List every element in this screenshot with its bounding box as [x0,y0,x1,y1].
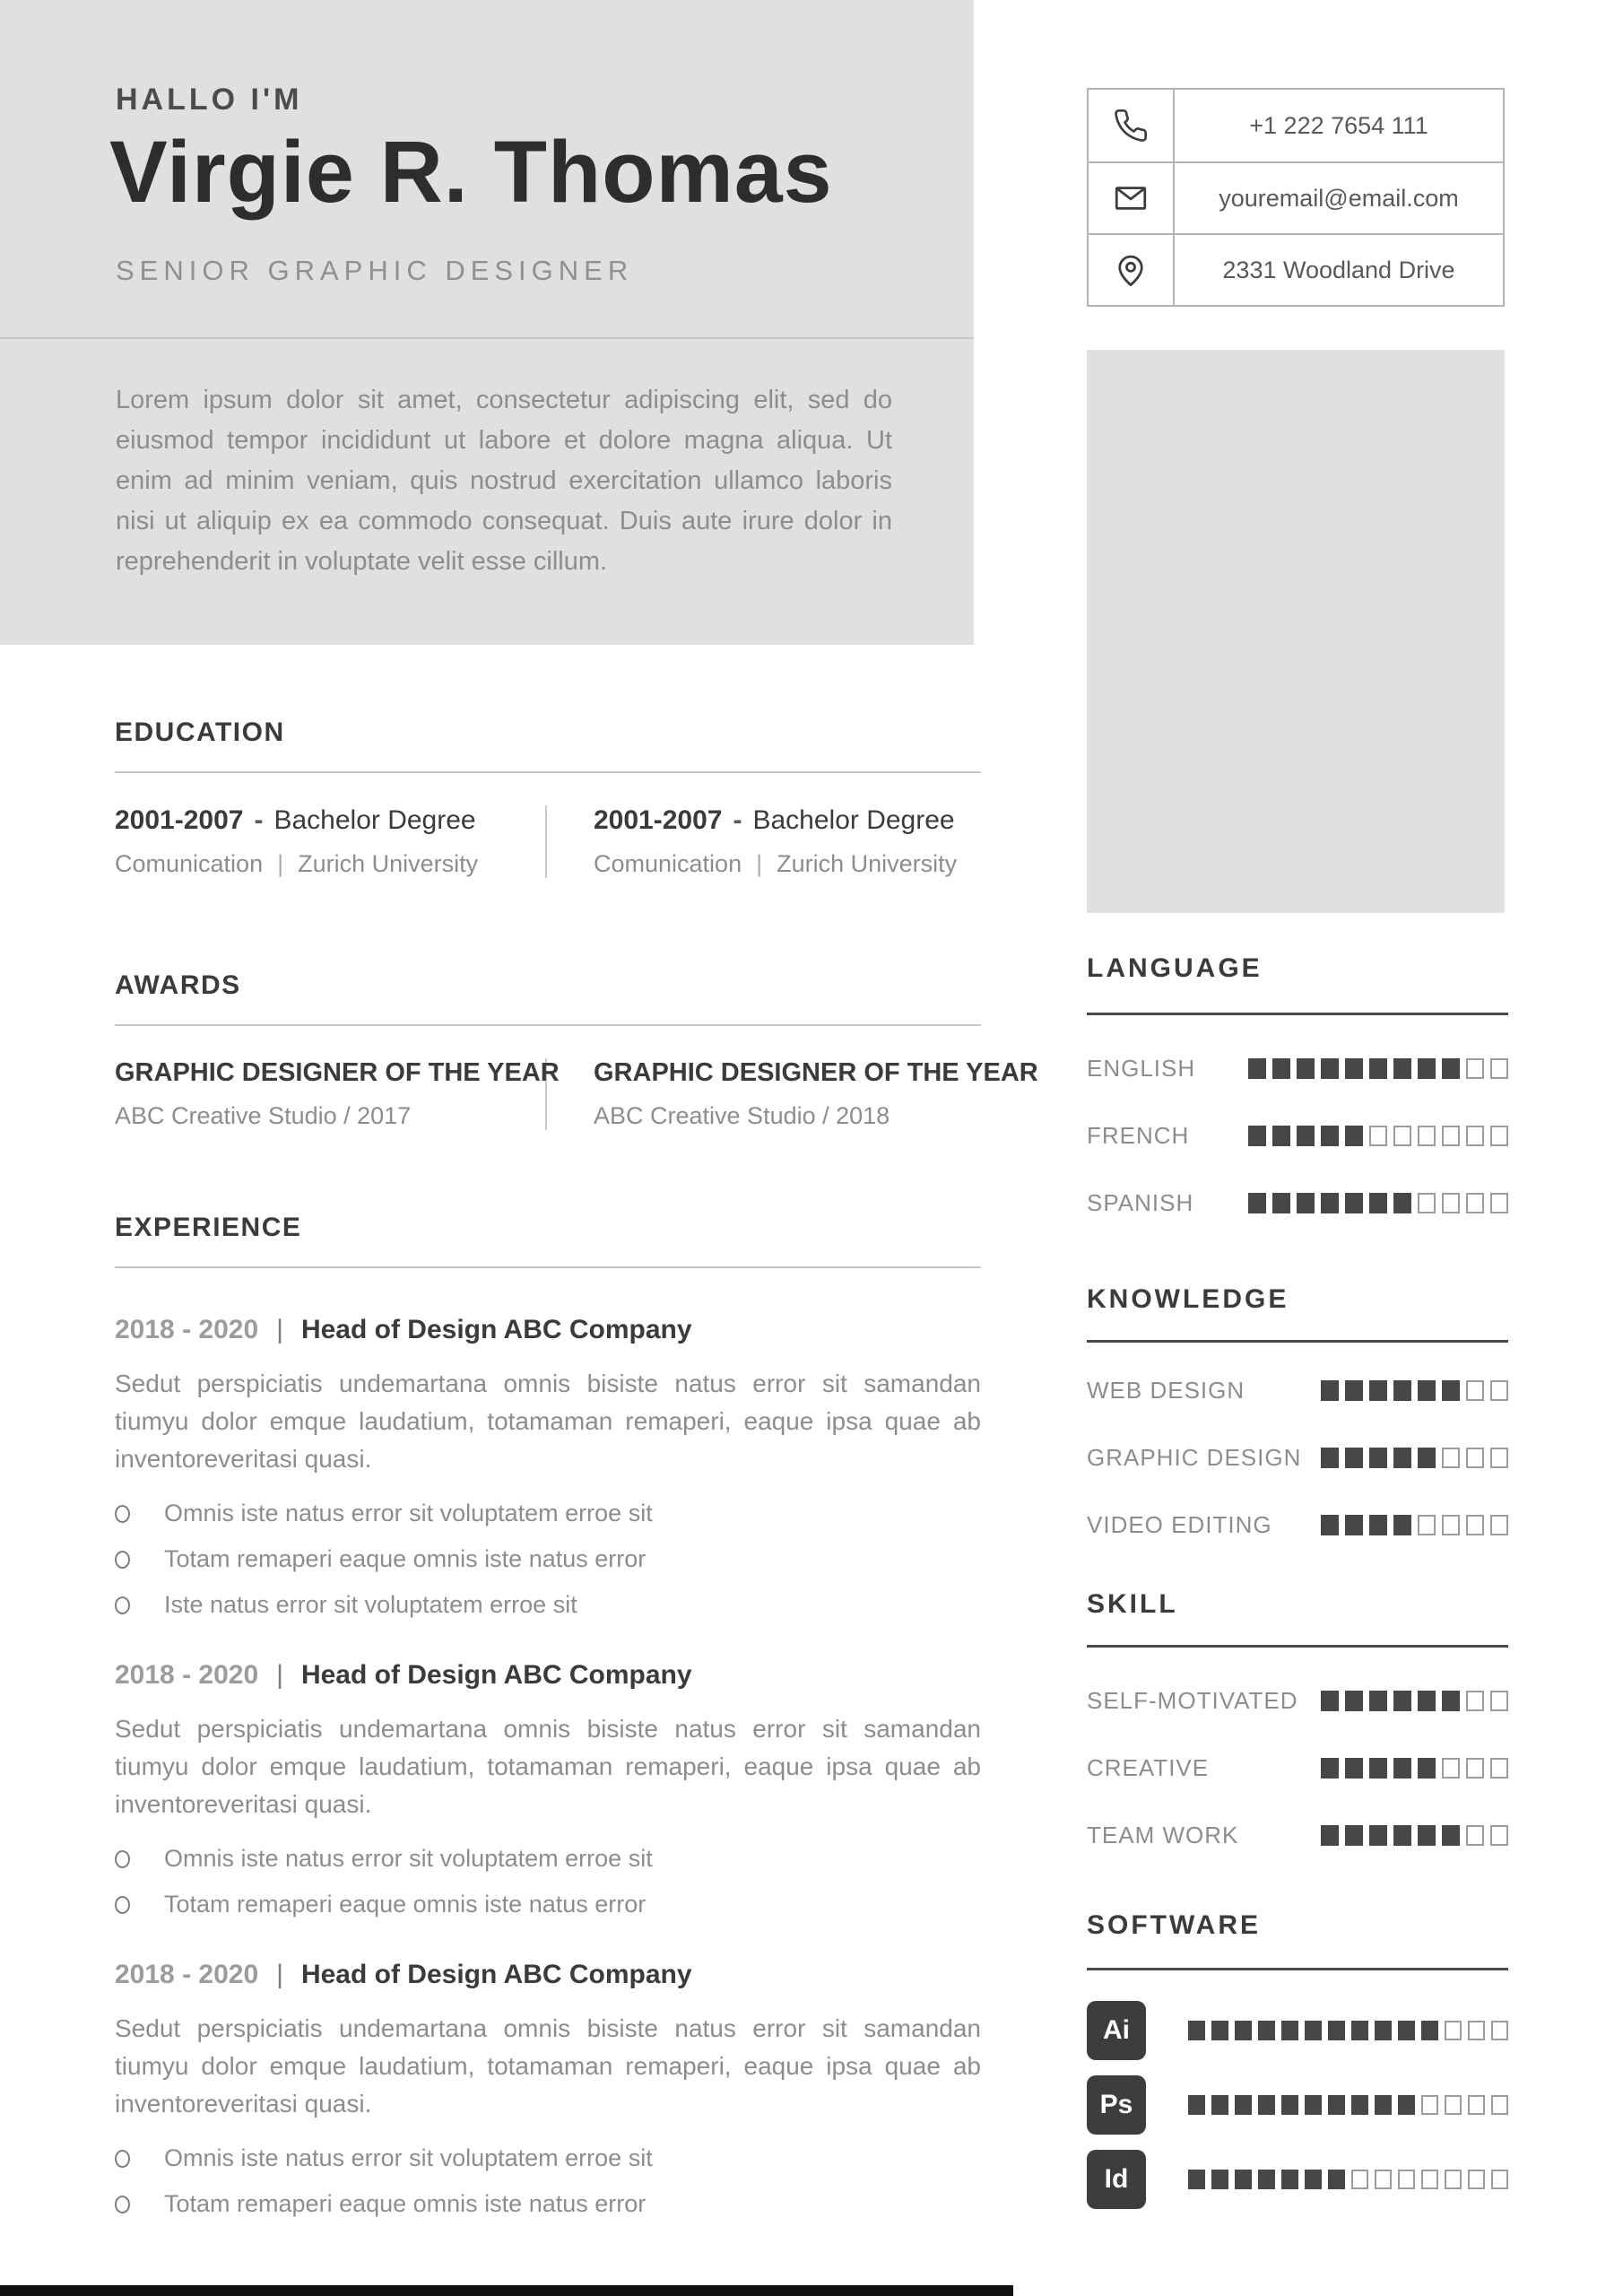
filled-square [1248,1058,1266,1079]
experience-period: 2018 - 2020 [115,1660,259,1690]
skill-divider [1087,1645,1508,1648]
filled-square [1272,1126,1290,1146]
filled-square [1281,2170,1298,2189]
rating-squares [1248,1193,1508,1213]
filled-square [1321,1193,1339,1213]
address-value: 2331 Woodland Drive [1222,256,1455,283]
filled-square [1248,1193,1266,1213]
filled-square [1351,2021,1368,2040]
filled-square [1393,1515,1411,1535]
filled-square [1418,1825,1436,1846]
empty-square [1490,1691,1508,1711]
experience-bullets [115,2144,981,2218]
award-title: GRAPHIC DESIGNER OF THE YEAR [115,1058,560,1087]
filled-square [1369,1758,1387,1779]
section-awards [115,970,1038,1130]
contact-card [1087,88,1505,307]
section-knowledge [1087,1284,1508,1539]
filled-square [1248,1126,1266,1146]
empty-square [1393,1126,1411,1146]
filled-square [1258,2170,1275,2189]
education-heading: EDUCATION [115,718,285,747]
language-row [1087,1122,1508,1150]
empty-square [1398,2170,1415,2189]
filled-square [1321,1691,1339,1711]
empty-square [1369,1126,1387,1146]
skill-row [1087,1754,1508,1782]
filled-square [1281,2095,1298,2115]
empty-square [1418,1193,1436,1213]
filled-square [1345,1380,1363,1401]
section-experience [115,1213,981,2218]
filled-square [1328,2095,1345,2115]
empty-square [1466,1193,1484,1213]
filled-square [1345,1758,1363,1779]
language-divider [1087,1013,1508,1015]
education-school: Zurich University [777,850,958,877]
footer-bar [0,2285,1013,2296]
rating-squares [1188,2021,1508,2040]
skill-label: CREATIVE [1087,1754,1210,1781]
filled-square [1297,1126,1315,1146]
language-label: FRENCH [1087,1122,1190,1149]
experience-title-line [115,1660,981,1691]
pipe-separator: | [276,1960,283,1989]
education-field: Comunication [115,850,264,877]
bullet-item [115,1891,981,1918]
knowledge-label: VIDEO EDITING [1087,1511,1272,1538]
experience-summary: Sedut perspiciatis undemartana omnis bisiste natus error sit samandan tiumyu dolor emque laudatium, totamaman remaperi, eaque ipsa quae ab inventoreveritasi quasi. [115,2014,981,2118]
education-field: Comunication [594,850,742,877]
filled-square [1321,1380,1339,1401]
photoshop-badge-icon: Ps [1087,2075,1146,2135]
filled-square [1418,1058,1436,1079]
empty-square [1490,1058,1508,1079]
section-skill [1087,1589,1508,1849]
filled-square [1211,2021,1228,2040]
person-name: Virgie R. Thomas [109,123,833,221]
filled-square [1297,1193,1315,1213]
filled-square [1442,1825,1460,1846]
education-school-line [594,850,981,878]
filled-square [1305,2021,1322,2040]
filled-square [1235,2170,1252,2189]
experience-bullets [115,1500,981,1619]
education-entries [115,805,981,878]
circle-bullet-icon [115,1896,130,1914]
filled-square [1369,1691,1387,1711]
bullet-text: Omnis iste natus error sit voluptatem erroe sit [164,1845,653,1872]
software-heading: SOFTWARE [1087,1910,1261,1940]
empty-square [1468,2095,1485,2115]
filled-square [1375,2095,1392,2115]
software-row [1087,2001,1508,2060]
empty-square [1442,1515,1460,1535]
experience-divider [115,1266,981,1268]
rating-squares [1321,1380,1508,1401]
filled-square [1305,2095,1322,2115]
knowledge-label: GRAPHIC DESIGN [1087,1444,1302,1471]
bullet-text: Totam remaperi eaque omnis iste natus error [164,1891,647,1918]
empty-square [1491,2021,1508,2040]
circle-bullet-icon [115,1551,130,1569]
empty-square [1491,2170,1508,2189]
rating-squares [1321,1448,1508,1468]
email-icon [1089,163,1175,233]
empty-square [1491,2095,1508,2115]
filled-square [1393,1448,1411,1468]
empty-square [1466,1515,1484,1535]
empty-square [1466,1758,1484,1779]
filled-square [1258,2021,1275,2040]
empty-square [1421,2095,1438,2115]
filled-square [1305,2170,1322,2189]
pipe-separator: | [276,1315,283,1344]
empty-square [1490,1193,1508,1213]
section-education [115,718,981,878]
contact-row-email [1089,161,1503,233]
pipe-separator: | [276,1660,283,1690]
rating-squares [1321,1515,1508,1535]
filled-square [1442,1380,1460,1401]
education-degree-line [594,805,981,836]
filled-square [1345,1691,1363,1711]
experience-bullets [115,1845,981,1918]
education-school-line [115,850,509,878]
filled-square [1369,1448,1387,1468]
education-degree: Bachelor Degree [273,805,476,835]
bullet-item [115,2190,981,2218]
education-degree-line [115,805,509,836]
empty-square [1351,2170,1368,2189]
header-block [0,0,974,645]
rating-squares [1188,2170,1508,2189]
empty-square [1442,1448,1460,1468]
filled-square [1418,1691,1436,1711]
experience-entry [115,1315,981,1619]
filled-square [1351,2095,1368,2115]
filled-square [1393,1825,1411,1846]
language-row [1087,1055,1508,1083]
skill-row [1087,1687,1508,1715]
experience-title-line [115,1315,981,1345]
phone-icon [1089,90,1175,161]
empty-square [1466,1380,1484,1401]
filled-square [1321,1758,1339,1779]
filled-square [1321,1515,1339,1535]
experience-title-line [115,1960,981,1990]
filled-square [1393,1691,1411,1711]
bullet-text: Iste natus error sit voluptatem erroe sit [164,1591,577,1618]
software-row [1087,2075,1508,2135]
empty-square [1421,2170,1438,2189]
language-row [1087,1189,1508,1217]
location-icon [1089,235,1175,305]
knowledge-row [1087,1377,1508,1405]
empty-square [1490,1515,1508,1535]
empty-square [1466,1126,1484,1146]
education-entry [115,805,547,878]
knowledge-row [1087,1511,1508,1539]
empty-square [1418,1515,1436,1535]
bullet-item [115,1500,981,1527]
circle-bullet-icon [115,1596,130,1614]
filled-square [1188,2021,1205,2040]
pipe-separator: | [756,850,763,877]
award-org: ABC Creative Studio / 2018 [594,1102,890,1129]
filled-square [1258,2095,1275,2115]
empty-square [1445,2095,1462,2115]
filled-square [1321,1448,1339,1468]
rating-squares [1321,1825,1508,1846]
empty-square [1418,1126,1436,1146]
dash-separator: - [254,805,264,835]
empty-square [1466,1691,1484,1711]
empty-square [1442,1193,1460,1213]
section-language [1087,953,1508,1217]
filled-square [1211,2170,1228,2189]
filled-square [1272,1058,1290,1079]
empty-square [1490,1448,1508,1468]
filled-square [1393,1758,1411,1779]
experience-period: 2018 - 2020 [115,1960,259,1989]
skill-row [1087,1822,1508,1849]
empty-square [1490,1825,1508,1846]
filled-square [1345,1515,1363,1535]
bullet-text: Omnis iste natus error sit voluptatem erroe sit [164,2144,653,2171]
filled-square [1393,1058,1411,1079]
language-label: ENGLISH [1087,1055,1196,1082]
header-divider [0,337,974,339]
experience-role: Head of Design ABC Company [300,1315,692,1344]
filled-square [1442,1691,1460,1711]
experience-heading: EXPERIENCE [115,1213,302,1242]
experience-entry [115,1660,981,1918]
filled-square [1398,2021,1415,2040]
language-heading: LANGUAGE [1087,953,1263,983]
filled-square [1393,1380,1411,1401]
filled-square [1345,1193,1363,1213]
education-degree: Bachelor Degree [752,805,955,835]
filled-square [1369,1058,1387,1079]
award-org: ABC Creative Studio / 2017 [115,1102,412,1129]
filled-square [1328,2170,1345,2189]
intro-paragraph: Lorem ipsum dolor sit amet, consectetur adipiscing elit, sed do eiusmod tempor incididunt ut labore et dolore magna aliqua. Ut enim ad minim veniam, quis nostrud exercitation ullamco laboris nisi ut aliquip ex ea commodo consequat. Duis aute irure dolor in reprehenderit in voluptate velit esse cillum. [116,386,892,576]
education-period: 2001-2007 [115,805,244,835]
job-title: SENIOR GRAPHIC DESIGNER [116,255,634,286]
empty-square [1445,2170,1462,2189]
circle-bullet-icon [115,1850,130,1868]
filled-square [1442,1058,1460,1079]
knowledge-label: WEB DESIGN [1087,1377,1245,1404]
knowledge-heading: KNOWLEDGE [1087,1284,1289,1314]
filled-square [1369,1193,1387,1213]
software-row [1087,2150,1508,2209]
empty-square [1468,2021,1485,2040]
circle-bullet-icon [115,1505,130,1523]
empty-square [1442,1758,1460,1779]
language-label: SPANISH [1087,1189,1194,1216]
knowledge-divider [1087,1340,1508,1343]
bullet-item [115,1545,981,1573]
skill-label: TEAM WORK [1087,1822,1239,1848]
experience-summary: Sedut perspiciatis undemartana omnis bisiste natus error sit samandan tiumyu dolor emque laudatium, totamaman remaperi, eaque ipsa quae ab inventoreveritasi quasi. [115,1370,981,1473]
filled-square [1345,1058,1363,1079]
empty-square [1466,1448,1484,1468]
education-period: 2001-2007 [594,805,723,835]
filled-square [1345,1448,1363,1468]
award-entry [547,1058,1038,1130]
award-entry [115,1058,560,1130]
illustrator-badge-icon: Ai [1087,2001,1146,2060]
awards-entries [115,1058,1038,1130]
filled-square [1272,1193,1290,1213]
education-school: Zurich University [298,850,479,877]
awards-heading: AWARDS [115,970,241,1000]
contact-row-address [1089,233,1503,305]
skill-label: SELF-MOTIVATED [1087,1687,1298,1714]
skill-heading: SKILL [1087,1589,1178,1619]
knowledge-row [1087,1444,1508,1472]
section-software [1087,1910,1508,2209]
greeting: HALLO I'M [116,83,303,117]
empty-square [1375,2170,1392,2189]
filled-square [1235,2021,1252,2040]
filled-square [1297,1058,1315,1079]
rating-squares [1248,1126,1508,1146]
rating-squares [1248,1058,1508,1079]
empty-square [1468,2170,1485,2189]
experience-role: Head of Design ABC Company [300,1960,692,1989]
filled-square [1321,1058,1339,1079]
filled-square [1421,2021,1438,2040]
filled-square [1328,2021,1345,2040]
bullet-text: Totam remaperi eaque omnis iste natus error [164,1545,647,1572]
filled-square [1398,2095,1415,2115]
filled-square [1211,2095,1228,2115]
education-entry [547,805,981,878]
circle-bullet-icon [115,2196,130,2213]
filled-square [1188,2170,1205,2189]
filled-square [1375,2021,1392,2040]
software-divider [1087,1968,1508,1970]
filled-square [1321,1825,1339,1846]
empty-square [1466,1825,1484,1846]
awards-divider [115,1024,981,1026]
experience-role: Head of Design ABC Company [300,1660,692,1690]
filled-square [1345,1825,1363,1846]
phone-value: +1 222 7654 111 [1249,111,1428,139]
filled-square [1369,1380,1387,1401]
bullet-item [115,2144,981,2172]
bullet-text: Omnis iste natus error sit voluptatem erroe sit [164,1500,653,1526]
experience-entry [115,1960,981,2218]
rating-squares [1321,1691,1508,1711]
bullet-item [115,1845,981,1873]
empty-square [1466,1058,1484,1079]
contact-row-phone [1089,90,1503,161]
award-title: GRAPHIC DESIGNER OF THE YEAR [594,1058,1038,1087]
bullet-text: Totam remaperi eaque omnis iste natus error [164,2190,647,2217]
dash-separator: - [733,805,742,835]
filled-square [1235,2095,1252,2115]
filled-square [1281,2021,1298,2040]
empty-square [1490,1126,1508,1146]
filled-square [1188,2095,1205,2115]
filled-square [1321,1126,1339,1146]
pipe-separator: | [277,850,284,877]
empty-square [1442,1126,1460,1146]
filled-square [1418,1380,1436,1401]
rating-squares [1321,1758,1508,1779]
education-divider [115,771,981,773]
empty-square [1490,1758,1508,1779]
filled-square [1345,1126,1363,1146]
empty-square [1445,2021,1462,2040]
filled-square [1393,1193,1411,1213]
filled-square [1418,1448,1436,1468]
empty-square [1490,1380,1508,1401]
email-value: youremail@email.com [1219,184,1459,212]
filled-square [1369,1515,1387,1535]
rating-squares [1188,2095,1508,2115]
circle-bullet-icon [115,2150,130,2168]
experience-period: 2018 - 2020 [115,1315,259,1344]
indesign-badge-icon: Id [1087,2150,1146,2209]
filled-square [1369,1825,1387,1846]
experience-summary: Sedut perspiciatis undemartana omnis bisiste natus error sit samandan tiumyu dolor emque laudatium, totamaman remaperi, eaque ipsa quae ab inventoreveritasi quasi. [115,1715,981,1818]
photo-placeholder [1087,350,1505,913]
bullet-item [115,1591,981,1619]
filled-square [1418,1758,1436,1779]
